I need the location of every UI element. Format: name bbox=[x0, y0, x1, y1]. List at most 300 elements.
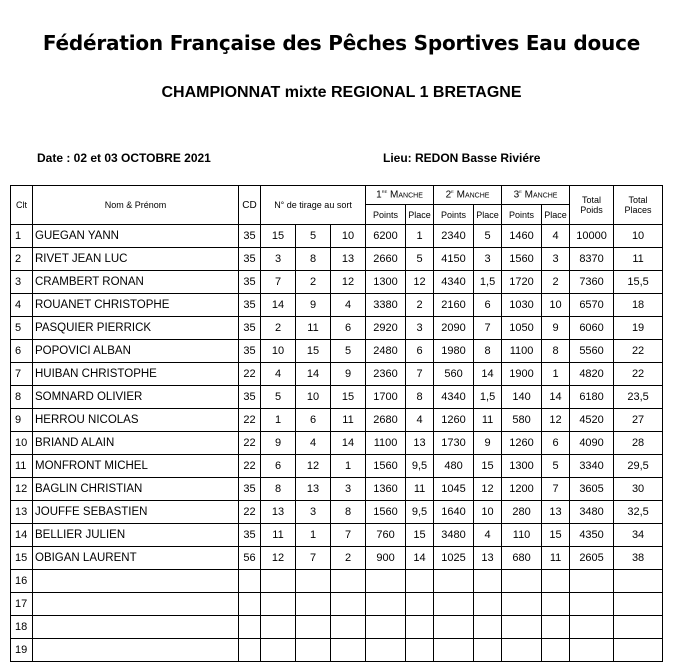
table-row bbox=[11, 386, 663, 409]
tirage-2-cell: 5 bbox=[296, 225, 331, 248]
points-3-cell: 1300 bbox=[502, 455, 542, 478]
cd-cell: 56 bbox=[239, 547, 261, 570]
place-2-cell: 1,5 bbox=[474, 271, 502, 294]
points-2-cell bbox=[434, 639, 474, 662]
points-3-cell: 140 bbox=[502, 386, 542, 409]
table-row bbox=[11, 478, 663, 501]
total-places-cell: 22 bbox=[614, 363, 663, 386]
tirage-2-cell: 7 bbox=[296, 547, 331, 570]
total-places-cell: 34 bbox=[614, 524, 663, 547]
place-3-cell: 2 bbox=[542, 271, 570, 294]
place-2-cell bbox=[474, 593, 502, 616]
total-poids-cell bbox=[570, 639, 614, 662]
place-1-cell: 4 bbox=[406, 409, 434, 432]
points-1-cell bbox=[366, 639, 406, 662]
total-places-cell: 32,5 bbox=[614, 501, 663, 524]
points-2-cell: 4340 bbox=[434, 386, 474, 409]
place-1-cell: 9,5 bbox=[406, 501, 434, 524]
total-places-cell bbox=[614, 570, 663, 593]
total-poids-cell bbox=[570, 570, 614, 593]
rank-cell: 7 bbox=[11, 363, 33, 386]
rank-cell: 8 bbox=[11, 386, 33, 409]
total-places-cell bbox=[614, 593, 663, 616]
points-2-cell: 4150 bbox=[434, 248, 474, 271]
header-place-2: Place bbox=[474, 205, 502, 225]
place-3-cell: 7 bbox=[542, 478, 570, 501]
points-1-cell: 900 bbox=[366, 547, 406, 570]
points-1-cell: 3380 bbox=[366, 294, 406, 317]
table-row bbox=[11, 593, 663, 616]
name-cell: BAGLIN CHRISTIAN bbox=[33, 478, 239, 501]
total-poids-cell: 4820 bbox=[570, 363, 614, 386]
total-places-cell: 11 bbox=[614, 248, 663, 271]
header-manche-1: 1re Manche bbox=[366, 186, 434, 205]
rank-cell: 19 bbox=[11, 639, 33, 662]
points-2-cell: 560 bbox=[434, 363, 474, 386]
points-2-cell bbox=[434, 593, 474, 616]
place-1-cell bbox=[406, 639, 434, 662]
points-1-cell: 1100 bbox=[366, 432, 406, 455]
tirage-1-cell: 5 bbox=[261, 386, 296, 409]
total-places-cell: 10 bbox=[614, 225, 663, 248]
rank-cell: 17 bbox=[11, 593, 33, 616]
name-cell: SOMNARD OLIVIER bbox=[33, 386, 239, 409]
place-3-cell: 15 bbox=[542, 524, 570, 547]
name-cell: HERROU NICOLAS bbox=[33, 409, 239, 432]
header-points-2: Points bbox=[434, 205, 474, 225]
total-poids-cell: 3340 bbox=[570, 455, 614, 478]
points-1-cell bbox=[366, 570, 406, 593]
points-2-cell: 2340 bbox=[434, 225, 474, 248]
place-3-cell: 5 bbox=[542, 455, 570, 478]
total-places-cell: 28 bbox=[614, 432, 663, 455]
place-2-cell: 1,5 bbox=[474, 386, 502, 409]
tirage-3-cell: 3 bbox=[331, 478, 366, 501]
place-1-cell: 14 bbox=[406, 547, 434, 570]
cd-cell: 35 bbox=[239, 340, 261, 363]
points-3-cell: 1900 bbox=[502, 363, 542, 386]
points-3-cell: 1560 bbox=[502, 248, 542, 271]
table-row bbox=[11, 225, 663, 248]
place-2-cell: 4 bbox=[474, 524, 502, 547]
tirage-2-cell: 12 bbox=[296, 455, 331, 478]
points-3-cell: 1100 bbox=[502, 340, 542, 363]
place-1-cell: 6 bbox=[406, 340, 434, 363]
place-2-cell: 8 bbox=[474, 340, 502, 363]
tirage-3-cell: 4 bbox=[331, 294, 366, 317]
tirage-3-cell: 7 bbox=[331, 524, 366, 547]
tirage-2-cell: 1 bbox=[296, 524, 331, 547]
place-2-cell: 7 bbox=[474, 317, 502, 340]
total-places-cell bbox=[614, 616, 663, 639]
table-row bbox=[11, 271, 663, 294]
place-1-cell: 13 bbox=[406, 432, 434, 455]
points-2-cell: 2160 bbox=[434, 294, 474, 317]
points-1-cell: 2660 bbox=[366, 248, 406, 271]
points-2-cell: 1980 bbox=[434, 340, 474, 363]
tirage-3-cell bbox=[331, 593, 366, 616]
table-row bbox=[11, 363, 663, 386]
points-2-cell: 4340 bbox=[434, 271, 474, 294]
points-1-cell: 2920 bbox=[366, 317, 406, 340]
tirage-1-cell: 12 bbox=[261, 547, 296, 570]
tirage-1-cell: 10 bbox=[261, 340, 296, 363]
total-places-cell: 15,5 bbox=[614, 271, 663, 294]
place-3-cell: 4 bbox=[542, 225, 570, 248]
table-row bbox=[11, 248, 663, 271]
federation-title: Fédération Française des Pêches Sportives Eau douce bbox=[42, 31, 641, 55]
tirage-3-cell: 8 bbox=[331, 501, 366, 524]
place-1-cell bbox=[406, 616, 434, 639]
tirage-1-cell: 9 bbox=[261, 432, 296, 455]
cd-cell: 35 bbox=[239, 294, 261, 317]
header-points-3: Points bbox=[502, 205, 542, 225]
place-3-cell: 1 bbox=[542, 363, 570, 386]
rank-cell: 6 bbox=[11, 340, 33, 363]
rank-cell: 9 bbox=[11, 409, 33, 432]
tirage-2-cell: 14 bbox=[296, 363, 331, 386]
tirage-2-cell bbox=[296, 639, 331, 662]
place-2-cell: 9 bbox=[474, 432, 502, 455]
points-2-cell: 3480 bbox=[434, 524, 474, 547]
total-poids-cell bbox=[570, 593, 614, 616]
tirage-2-cell: 11 bbox=[296, 317, 331, 340]
points-3-cell: 580 bbox=[502, 409, 542, 432]
tirage-1-cell: 7 bbox=[261, 271, 296, 294]
tirage-1-cell: 3 bbox=[261, 248, 296, 271]
tirage-2-cell: 4 bbox=[296, 432, 331, 455]
cd-cell: 35 bbox=[239, 225, 261, 248]
points-1-cell: 2480 bbox=[366, 340, 406, 363]
table-row bbox=[11, 317, 663, 340]
place-1-cell: 12 bbox=[406, 271, 434, 294]
tirage-2-cell: 6 bbox=[296, 409, 331, 432]
tirage-3-cell: 14 bbox=[331, 432, 366, 455]
header-points-1: Points bbox=[366, 205, 406, 225]
cd-cell bbox=[239, 570, 261, 593]
points-1-cell: 1560 bbox=[366, 455, 406, 478]
results-table bbox=[10, 185, 663, 662]
tirage-2-cell: 13 bbox=[296, 478, 331, 501]
place-1-cell: 2 bbox=[406, 294, 434, 317]
place-2-cell: 3 bbox=[474, 248, 502, 271]
tirage-2-cell: 3 bbox=[296, 501, 331, 524]
place-1-cell: 11 bbox=[406, 478, 434, 501]
header-total-places: Total Places bbox=[614, 186, 663, 225]
header-tirage: N° de tirage au sort bbox=[261, 186, 366, 225]
points-3-cell: 1260 bbox=[502, 432, 542, 455]
table-row bbox=[11, 616, 663, 639]
place-1-cell: 3 bbox=[406, 317, 434, 340]
rank-cell: 16 bbox=[11, 570, 33, 593]
header-cd: CD bbox=[239, 186, 261, 225]
total-poids-cell: 6180 bbox=[570, 386, 614, 409]
tirage-3-cell: 9 bbox=[331, 363, 366, 386]
total-poids-cell: 3605 bbox=[570, 478, 614, 501]
name-cell: BELLIER JULIEN bbox=[33, 524, 239, 547]
rank-cell: 18 bbox=[11, 616, 33, 639]
total-places-cell: 38 bbox=[614, 547, 663, 570]
tirage-1-cell bbox=[261, 570, 296, 593]
tirage-3-cell: 2 bbox=[331, 547, 366, 570]
name-cell: JOUFFE SEBASTIEN bbox=[33, 501, 239, 524]
tirage-3-cell: 11 bbox=[331, 409, 366, 432]
cd-cell: 35 bbox=[239, 317, 261, 340]
tirage-3-cell: 10 bbox=[331, 225, 366, 248]
total-poids-cell: 7360 bbox=[570, 271, 614, 294]
cd-cell: 22 bbox=[239, 409, 261, 432]
tirage-2-cell: 2 bbox=[296, 271, 331, 294]
total-poids-cell: 5560 bbox=[570, 340, 614, 363]
rank-cell: 14 bbox=[11, 524, 33, 547]
tirage-2-cell: 8 bbox=[296, 248, 331, 271]
header-name: Nom & Prénom bbox=[33, 186, 239, 225]
cd-cell: 35 bbox=[239, 386, 261, 409]
total-places-cell: 23,5 bbox=[614, 386, 663, 409]
points-1-cell: 1300 bbox=[366, 271, 406, 294]
header-total-poids: Total Poids bbox=[570, 186, 614, 225]
total-poids-cell: 4090 bbox=[570, 432, 614, 455]
points-2-cell: 1730 bbox=[434, 432, 474, 455]
name-cell bbox=[33, 570, 239, 593]
place-3-cell bbox=[542, 616, 570, 639]
name-cell: GUEGAN YANN bbox=[33, 225, 239, 248]
total-places-cell: 29,5 bbox=[614, 455, 663, 478]
points-2-cell: 1640 bbox=[434, 501, 474, 524]
place-2-cell: 12 bbox=[474, 478, 502, 501]
place-1-cell bbox=[406, 593, 434, 616]
total-poids-cell: 6060 bbox=[570, 317, 614, 340]
tirage-1-cell bbox=[261, 593, 296, 616]
place-3-cell: 12 bbox=[542, 409, 570, 432]
event-location: Lieu: REDON Basse Riviére bbox=[383, 151, 541, 165]
place-2-cell: 14 bbox=[474, 363, 502, 386]
place-1-cell: 15 bbox=[406, 524, 434, 547]
tirage-1-cell: 13 bbox=[261, 501, 296, 524]
tirage-2-cell bbox=[296, 616, 331, 639]
name-cell bbox=[33, 639, 239, 662]
place-3-cell: 3 bbox=[542, 248, 570, 271]
points-2-cell bbox=[434, 616, 474, 639]
place-2-cell: 5 bbox=[474, 225, 502, 248]
place-1-cell bbox=[406, 570, 434, 593]
total-poids-cell: 4350 bbox=[570, 524, 614, 547]
total-places-cell bbox=[614, 639, 663, 662]
cd-cell: 22 bbox=[239, 501, 261, 524]
points-3-cell bbox=[502, 570, 542, 593]
total-poids-cell: 10000 bbox=[570, 225, 614, 248]
header-manche-2: 2e Manche bbox=[434, 186, 502, 205]
place-1-cell: 8 bbox=[406, 386, 434, 409]
cd-cell: 35 bbox=[239, 271, 261, 294]
table-row bbox=[11, 524, 663, 547]
points-3-cell bbox=[502, 616, 542, 639]
table-row bbox=[11, 570, 663, 593]
place-2-cell: 15 bbox=[474, 455, 502, 478]
tirage-1-cell: 11 bbox=[261, 524, 296, 547]
points-2-cell: 2090 bbox=[434, 317, 474, 340]
name-cell: HUIBAN CHRISTOPHE bbox=[33, 363, 239, 386]
place-2-cell: 6 bbox=[474, 294, 502, 317]
table-row bbox=[11, 432, 663, 455]
place-2-cell bbox=[474, 616, 502, 639]
tirage-3-cell bbox=[331, 639, 366, 662]
cd-cell: 35 bbox=[239, 524, 261, 547]
points-3-cell bbox=[502, 593, 542, 616]
name-cell: CRAMBERT RONAN bbox=[33, 271, 239, 294]
rank-cell: 10 bbox=[11, 432, 33, 455]
tirage-1-cell: 2 bbox=[261, 317, 296, 340]
cd-cell: 22 bbox=[239, 432, 261, 455]
name-cell bbox=[33, 616, 239, 639]
points-1-cell bbox=[366, 593, 406, 616]
place-3-cell: 11 bbox=[542, 547, 570, 570]
total-poids-cell bbox=[570, 616, 614, 639]
tirage-3-cell bbox=[331, 570, 366, 593]
tirage-2-cell: 10 bbox=[296, 386, 331, 409]
cd-cell: 35 bbox=[239, 248, 261, 271]
place-1-cell: 5 bbox=[406, 248, 434, 271]
cd-cell: 35 bbox=[239, 478, 261, 501]
tirage-1-cell: 4 bbox=[261, 363, 296, 386]
tirage-2-cell: 9 bbox=[296, 294, 331, 317]
place-2-cell: 13 bbox=[474, 547, 502, 570]
cd-cell bbox=[239, 593, 261, 616]
tirage-3-cell: 12 bbox=[331, 271, 366, 294]
place-3-cell: 8 bbox=[542, 340, 570, 363]
place-3-cell bbox=[542, 639, 570, 662]
tirage-3-cell: 5 bbox=[331, 340, 366, 363]
points-1-cell: 1360 bbox=[366, 478, 406, 501]
event-date: Date : 02 et 03 OCTOBRE 2021 bbox=[37, 151, 211, 165]
points-3-cell: 1030 bbox=[502, 294, 542, 317]
name-cell: PASQUIER PIERRICK bbox=[33, 317, 239, 340]
place-2-cell: 10 bbox=[474, 501, 502, 524]
table-row bbox=[11, 455, 663, 478]
points-3-cell: 1200 bbox=[502, 478, 542, 501]
tirage-2-cell bbox=[296, 593, 331, 616]
tirage-2-cell: 15 bbox=[296, 340, 331, 363]
name-cell: POPOVICI ALBAN bbox=[33, 340, 239, 363]
points-2-cell: 1025 bbox=[434, 547, 474, 570]
rank-cell: 3 bbox=[11, 271, 33, 294]
rank-cell: 12 bbox=[11, 478, 33, 501]
tirage-1-cell: 6 bbox=[261, 455, 296, 478]
header-clt: Clt bbox=[11, 186, 33, 225]
name-cell: RIVET JEAN LUC bbox=[33, 248, 239, 271]
place-2-cell bbox=[474, 570, 502, 593]
points-3-cell bbox=[502, 639, 542, 662]
table-row bbox=[11, 639, 663, 662]
place-3-cell: 14 bbox=[542, 386, 570, 409]
rank-cell: 4 bbox=[11, 294, 33, 317]
points-2-cell bbox=[434, 570, 474, 593]
table-row bbox=[11, 340, 663, 363]
championship-subtitle: CHAMPIONNAT mixte REGIONAL 1 BRETAGNE bbox=[161, 84, 522, 101]
name-cell: BRIAND ALAIN bbox=[33, 432, 239, 455]
tirage-3-cell: 13 bbox=[331, 248, 366, 271]
header-place-3: Place bbox=[542, 205, 570, 225]
points-1-cell bbox=[366, 616, 406, 639]
rank-cell: 15 bbox=[11, 547, 33, 570]
total-places-cell: 19 bbox=[614, 317, 663, 340]
rank-cell: 2 bbox=[11, 248, 33, 271]
points-3-cell: 110 bbox=[502, 524, 542, 547]
place-3-cell: 9 bbox=[542, 317, 570, 340]
points-1-cell: 2360 bbox=[366, 363, 406, 386]
table-row bbox=[11, 294, 663, 317]
name-cell: OBIGAN LAURENT bbox=[33, 547, 239, 570]
points-2-cell: 1260 bbox=[434, 409, 474, 432]
points-3-cell: 1720 bbox=[502, 271, 542, 294]
rank-cell: 13 bbox=[11, 501, 33, 524]
header-manche-3: 3e Manche bbox=[502, 186, 570, 205]
header-place-1: Place bbox=[406, 205, 434, 225]
total-places-cell: 30 bbox=[614, 478, 663, 501]
total-poids-cell: 6570 bbox=[570, 294, 614, 317]
place-2-cell bbox=[474, 639, 502, 662]
place-3-cell: 13 bbox=[542, 501, 570, 524]
table-row bbox=[11, 409, 663, 432]
tirage-1-cell: 15 bbox=[261, 225, 296, 248]
cd-cell: 22 bbox=[239, 455, 261, 478]
points-2-cell: 480 bbox=[434, 455, 474, 478]
place-3-cell bbox=[542, 570, 570, 593]
points-1-cell: 6200 bbox=[366, 225, 406, 248]
tirage-3-cell: 1 bbox=[331, 455, 366, 478]
tirage-3-cell bbox=[331, 616, 366, 639]
tirage-1-cell bbox=[261, 616, 296, 639]
points-1-cell: 760 bbox=[366, 524, 406, 547]
place-3-cell: 10 bbox=[542, 294, 570, 317]
rank-cell: 5 bbox=[11, 317, 33, 340]
points-3-cell: 280 bbox=[502, 501, 542, 524]
rank-cell: 11 bbox=[11, 455, 33, 478]
place-1-cell: 7 bbox=[406, 363, 434, 386]
tirage-1-cell: 8 bbox=[261, 478, 296, 501]
points-1-cell: 2680 bbox=[366, 409, 406, 432]
name-cell: ROUANET CHRISTOPHE bbox=[33, 294, 239, 317]
tirage-3-cell: 15 bbox=[331, 386, 366, 409]
total-places-cell: 22 bbox=[614, 340, 663, 363]
tirage-1-cell bbox=[261, 639, 296, 662]
total-poids-cell: 4520 bbox=[570, 409, 614, 432]
place-1-cell: 9,5 bbox=[406, 455, 434, 478]
place-3-cell bbox=[542, 593, 570, 616]
tirage-1-cell: 1 bbox=[261, 409, 296, 432]
tirage-1-cell: 14 bbox=[261, 294, 296, 317]
place-2-cell: 11 bbox=[474, 409, 502, 432]
rank-cell: 1 bbox=[11, 225, 33, 248]
points-3-cell: 680 bbox=[502, 547, 542, 570]
table-row bbox=[11, 501, 663, 524]
name-cell bbox=[33, 593, 239, 616]
points-3-cell: 1050 bbox=[502, 317, 542, 340]
total-places-cell: 27 bbox=[614, 409, 663, 432]
total-poids-cell: 8370 bbox=[570, 248, 614, 271]
name-cell: MONFRONT MICHEL bbox=[33, 455, 239, 478]
table-row bbox=[11, 547, 663, 570]
place-1-cell: 1 bbox=[406, 225, 434, 248]
tirage-2-cell bbox=[296, 570, 331, 593]
points-1-cell: 1560 bbox=[366, 501, 406, 524]
points-1-cell: 1700 bbox=[366, 386, 406, 409]
tirage-3-cell: 6 bbox=[331, 317, 366, 340]
total-places-cell: 18 bbox=[614, 294, 663, 317]
cd-cell: 22 bbox=[239, 363, 261, 386]
place-3-cell: 6 bbox=[542, 432, 570, 455]
points-2-cell: 1045 bbox=[434, 478, 474, 501]
